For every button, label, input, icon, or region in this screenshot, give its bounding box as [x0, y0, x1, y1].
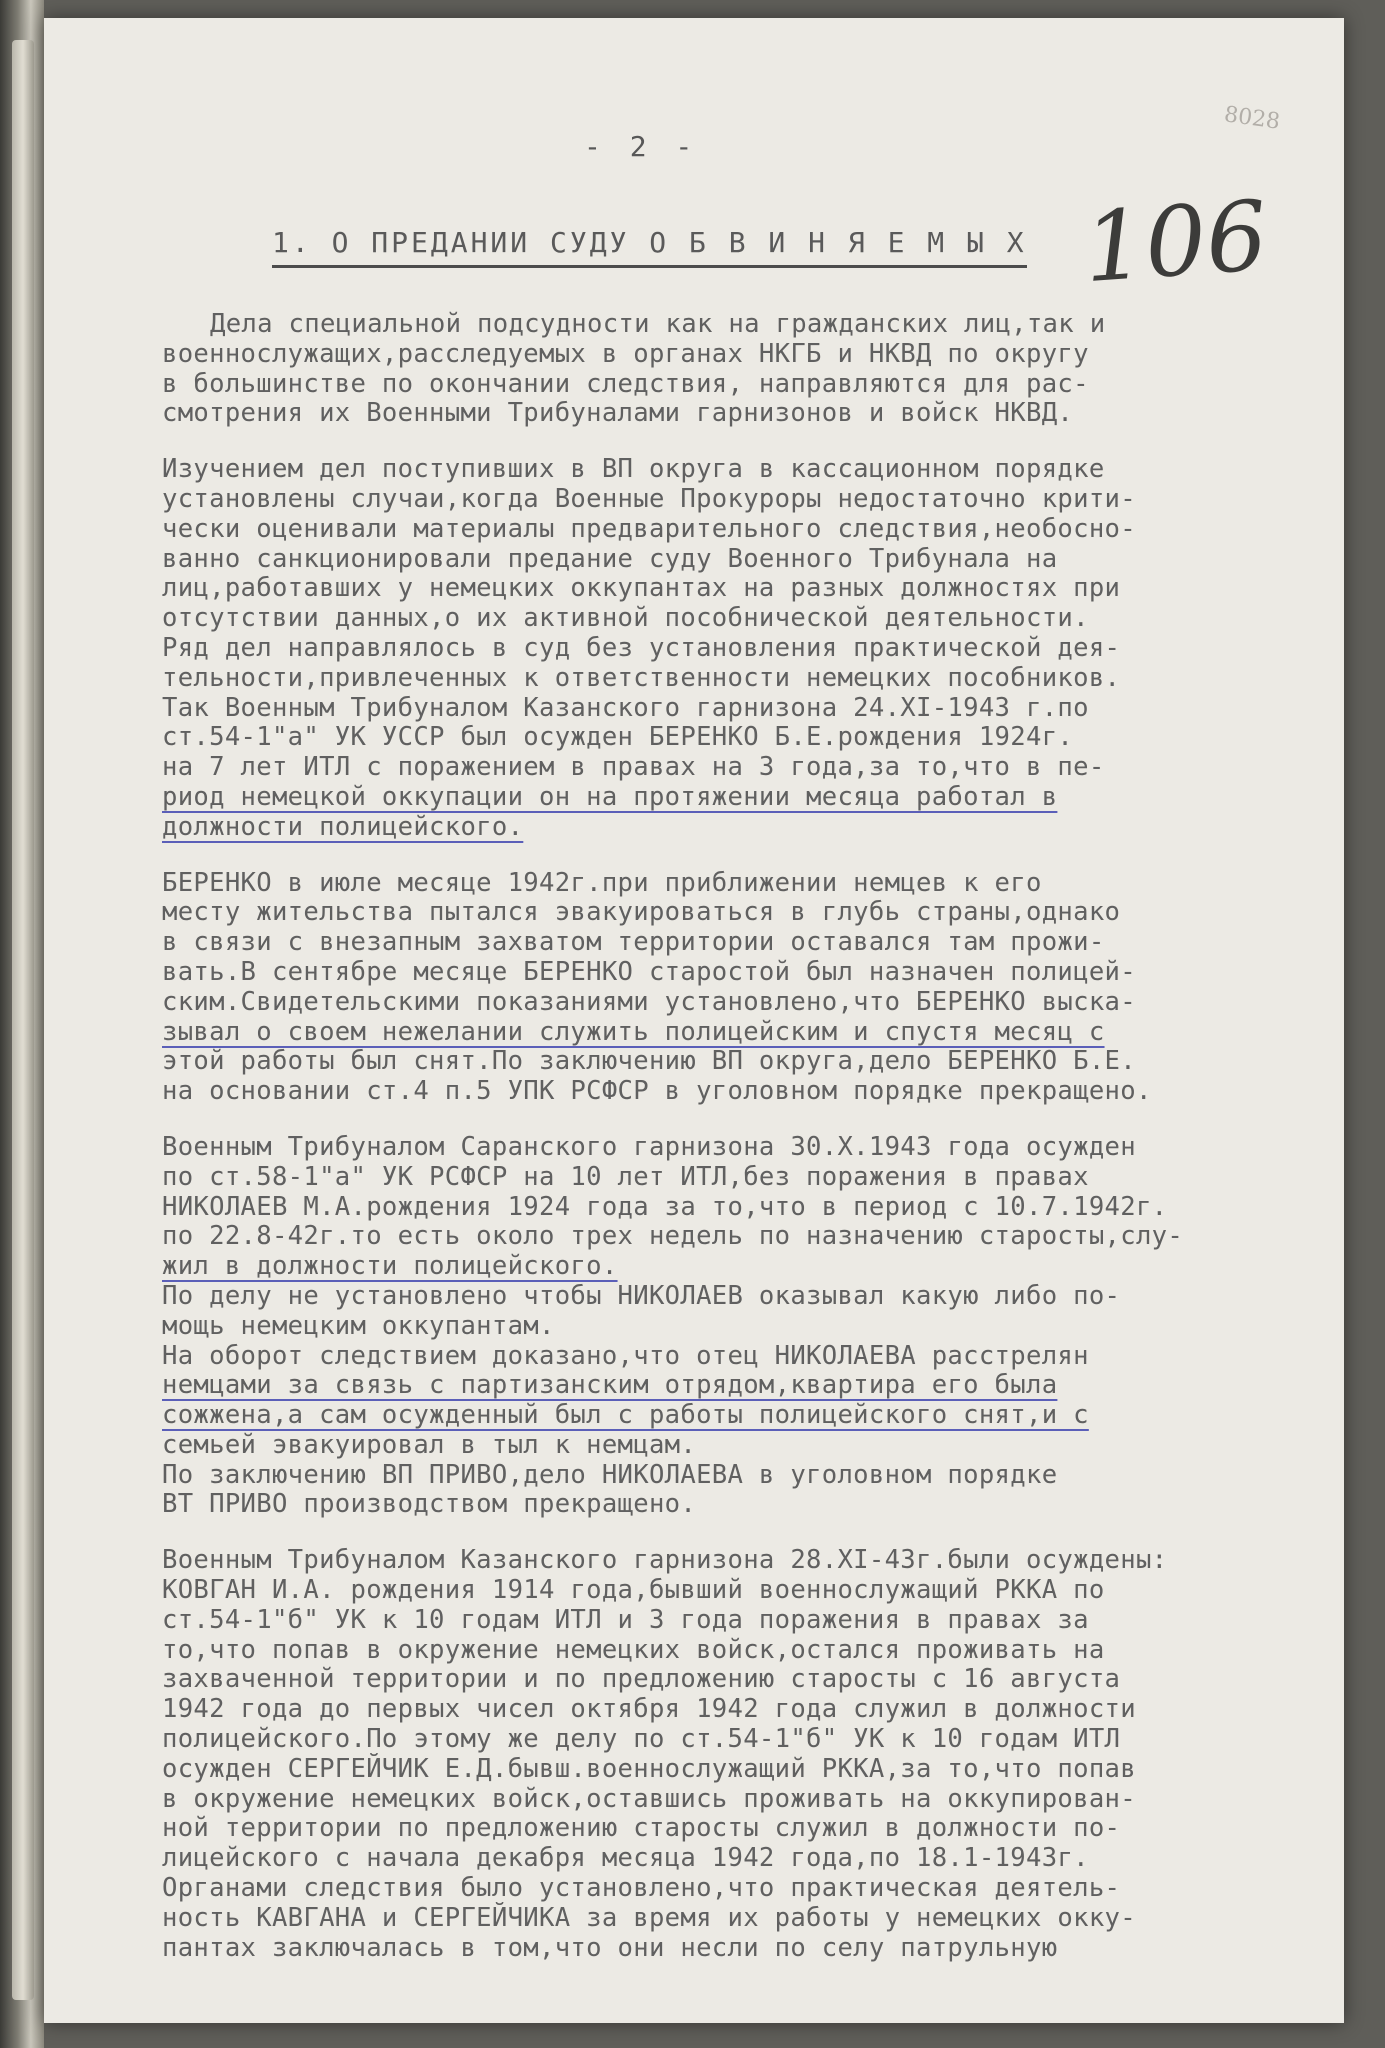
text-line: этой работы был снят.По заключению ВП округа,дело БЕРЕНКО Б.Е.: [162, 1046, 1136, 1077]
text-line: в связи с внезапным захватом территории оставался там прожи-: [162, 927, 1105, 958]
paragraph: [162, 455, 1342, 842]
text-line: семьей эвакуировал в тыл к немцам.: [162, 1429, 697, 1460]
text-line: зывал о своем нежелании служить полицейским и спустя месяц с: [162, 1016, 1105, 1047]
text-line: ским.Свидетельскими показаниями установлено,что БЕРЕНКО выска-: [162, 986, 1136, 1017]
text-line: Так Военным Трибуналом Казанского гарнизона 24.XI-1943 г.по: [162, 692, 1089, 723]
text-line: ной территории по предложению старосты служил в должности по-: [162, 1813, 1121, 1844]
paragraph: [162, 1546, 1342, 1963]
text-line: По заключению ВП ПРИВО,дело НИКОЛАЕВА в уголовном порядке: [162, 1459, 1058, 1490]
text-line: на основании ст.4 п.5 УПК РСФСР в уголовном порядке прекращено.: [162, 1076, 1152, 1107]
text-line: ванно санкционировали предание суду Военного Трибунала на: [162, 543, 1058, 574]
text-line: риод немецкой оккупации он на протяжении месяца работал в: [162, 781, 1058, 812]
text-line: Военным Трибуналом Казанского гарнизона 28.XI-43г.были осуждены:: [162, 1545, 1168, 1576]
text-line: тельности,привлеченных к ответственности немецких пособников.: [162, 662, 1121, 693]
text-line: чески оценивали материалы предварительного следствия,необосно-: [162, 513, 1136, 544]
text-line: жил в должности полицейского.: [162, 1251, 618, 1282]
text-line: По делу не установлено чтобы НИКОЛАЕВ оказывал какую либо по-: [162, 1280, 1121, 1311]
text-line: Военным Трибуналом Саранского гарнизона 30.X.1943 года осужден: [162, 1131, 1136, 1162]
text-line: ст.54-1"а" УК УССР был осужден БЕРЕНКО Б.Е.рождения 1924г.: [162, 722, 1074, 753]
text-line: должности полицейского.: [162, 811, 524, 842]
text-line: 1942 года до первых чисел октября 1942 года служил в должности: [162, 1694, 1136, 1725]
text-line: БЕРЕНКО в июле месяце 1942г.при приближении немцев к его: [162, 867, 1042, 898]
text-line: На оборот следствием доказано,что отец НИКОЛАЕВА расстрелян: [162, 1340, 1089, 1371]
text-line: Ряд дел направлялось в суд без установления практической дея-: [162, 632, 1121, 663]
paragraph: [162, 1133, 1342, 1520]
text-line: полицейского.По этому же делу по ст.54-1"б" УК к 10 годам ИТЛ: [162, 1724, 1121, 1755]
text-line: ст.54-1"б" УК к 10 годам ИТЛ и 3 года поражения в правах за: [162, 1604, 1089, 1635]
text-line: Изучением дел поступивших в ВП округа в кассационном порядке: [162, 454, 1105, 485]
handwritten-folio-number: 106: [1080, 179, 1271, 305]
text-line: по 22.8-42г.то есть около трех недель по назначению старосты,слу-: [162, 1221, 1184, 1252]
text-line: лицейского с начала декабря месяца 1942 года,по 18.1-1943г.: [162, 1843, 1089, 1874]
text-line: немцами за связь с партизанским отрядом,квартира его была: [162, 1370, 1058, 1401]
document-body: [162, 310, 1342, 1989]
text-line: установлены случаи,когда Военные Прокуроры недостаточно крити-: [162, 483, 1136, 514]
binder-strip: [12, 40, 34, 2000]
text-line: то,что попав в окружение немецких войск,остался проживать на: [162, 1634, 1105, 1665]
document-page: [44, 18, 1344, 2023]
text-line: лиц,работавших у немецких оккупантах на разных должностях при: [162, 573, 1121, 604]
text-line: осужден СЕРГЕЙЧИК Е.Д.бывш.военнослужащий РККА,за то,что попав: [162, 1753, 1136, 1784]
text-line: на 7 лет ИТЛ с поражением в правах на 3 года,за то,что в пе-: [162, 752, 1105, 783]
paragraph: [162, 869, 1342, 1107]
text-line: в окружение немецких войск,оставшись проживать на оккупирован-: [162, 1783, 1136, 1814]
page-number: - 2 -: [584, 130, 699, 163]
text-line: отсутствии данных,о их активной пособнической деятельности.: [162, 603, 1089, 634]
text-line: военнослужащих,расследуемых в органах НКГБ и НКВД по округу: [162, 338, 1089, 369]
text-line: сожжена,а сам осужденный был с работы полицейского снят,и с: [162, 1400, 1089, 1431]
paragraph: [162, 310, 1342, 429]
text-line: Органами следствия было установлено,что практическая деятель-: [162, 1873, 1121, 1904]
section-heading: 1. О ПРЕДАНИИ СУДУ О Б В И Н Я Е М Ы Х: [272, 226, 1027, 268]
text-line: Дела специальной подсудности как на гражданских лиц,так и: [210, 309, 1106, 339]
text-line: в большинстве по окончании следствия, направляются для рас-: [162, 368, 1089, 399]
text-line: НИКОЛАЕВ М.А.рождения 1924 года за то,что в период с 10.7.1942г.: [162, 1191, 1168, 1222]
text-line: захваченной территории и по предложению старосты с 16 августа: [162, 1664, 1121, 1695]
text-line: ВТ ПРИВО производством прекращено.: [162, 1489, 697, 1520]
text-line: пантах заключалась в том,что они несли по селу патрульную: [162, 1932, 1058, 1963]
text-line: по ст.58-1"а" УК РСФСР на 10 лет ИТЛ,без поражения в правах: [162, 1161, 1089, 1192]
text-line: КОВГАН И.А. рождения 1914 года,бывший военнослужащий РККА по: [162, 1575, 1105, 1606]
text-line: мощь немецким оккупантам.: [162, 1310, 555, 1341]
archive-pencil-mark: 8028: [1222, 102, 1282, 135]
text-line: смотрения их Военными Трибуналами гарнизонов и войск НКВД.: [162, 398, 1074, 429]
text-line: месту жительства пытался эвакуироваться в глубь страны,однако: [162, 897, 1121, 928]
text-line: ность КАВГАНА и СЕРГЕЙЧИКА за время их работы у немецких окку-: [162, 1902, 1136, 1933]
text-line: вать.В сентябре месяце БЕРЕНКО старостой был назначен полицей-: [162, 956, 1136, 987]
